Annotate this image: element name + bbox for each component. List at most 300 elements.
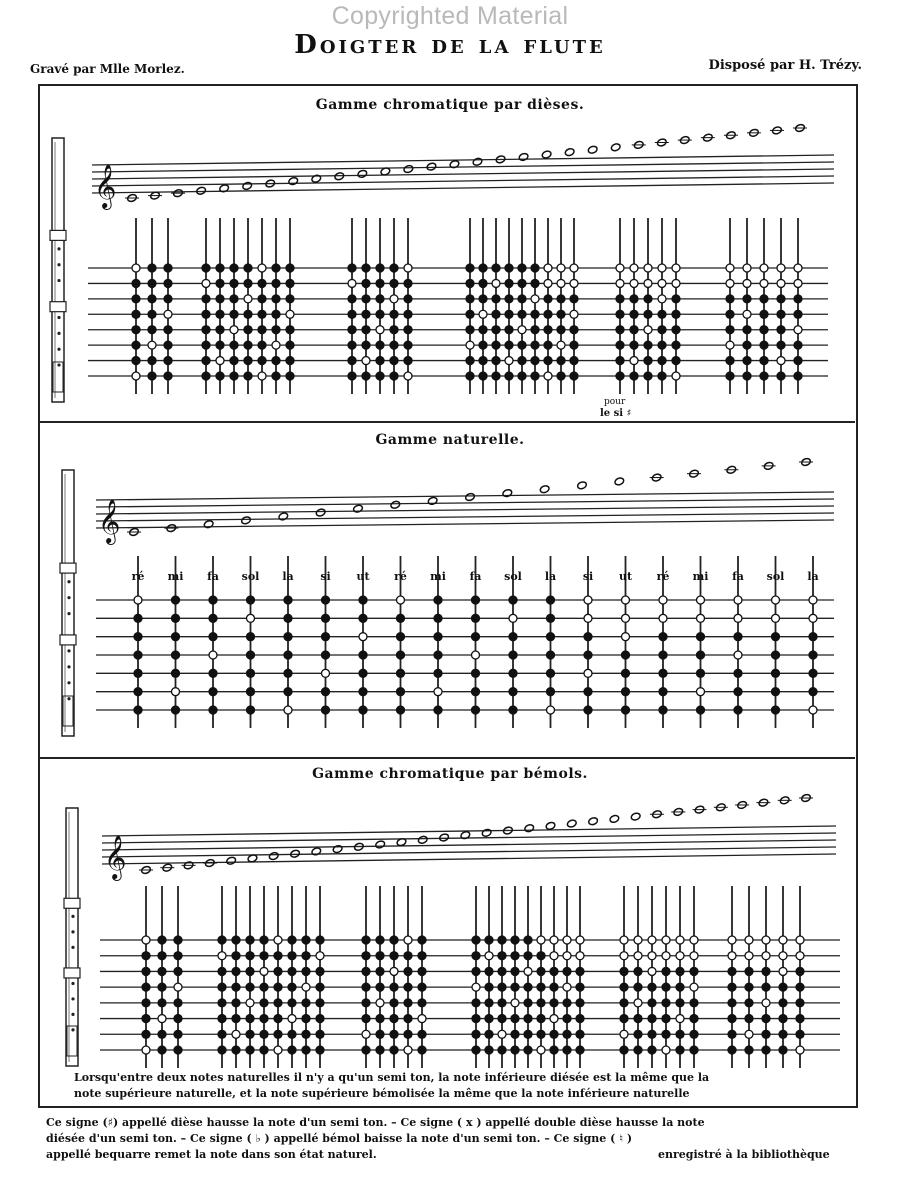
closed-hole	[260, 936, 268, 944]
closed-hole	[498, 936, 506, 944]
closed-hole	[142, 983, 150, 991]
closed-hole	[434, 633, 442, 641]
closed-hole	[472, 688, 480, 696]
closed-hole	[524, 999, 532, 1007]
legend-line-2: diésée d'un semi ton. – Ce signe ( ♭ ) appellé bémol baisse la note d'un semi ton. – Ce signe ( ♮ )	[46, 1132, 633, 1145]
closed-hole	[726, 310, 734, 318]
closed-hole	[218, 983, 226, 991]
closed-hole	[492, 295, 500, 303]
closed-hole	[485, 1030, 493, 1038]
open-hole	[498, 1030, 506, 1038]
closed-hole	[272, 279, 280, 287]
closed-hole	[576, 983, 584, 991]
closed-hole	[537, 952, 545, 960]
open-hole	[258, 264, 266, 272]
flute-joint	[60, 635, 76, 645]
closed-hole	[246, 1030, 254, 1038]
closed-hole	[472, 1015, 480, 1023]
open-hole	[743, 310, 751, 318]
closed-hole	[230, 310, 238, 318]
closed-hole	[734, 706, 742, 714]
flute-icon	[64, 808, 80, 1066]
treble-clef-icon: 𝄞	[98, 499, 121, 543]
closed-hole	[576, 1030, 584, 1038]
closed-hole	[230, 341, 238, 349]
closed-hole	[622, 651, 630, 659]
open-hole	[244, 295, 252, 303]
closed-hole	[745, 1046, 753, 1054]
note-name-label: sol	[504, 570, 522, 583]
closed-hole	[260, 983, 268, 991]
open-hole	[762, 936, 770, 944]
closed-hole	[272, 295, 280, 303]
open-hole	[760, 279, 768, 287]
closed-hole	[466, 357, 474, 365]
closed-hole	[777, 326, 785, 334]
closed-hole	[505, 372, 513, 380]
closed-hole	[779, 999, 787, 1007]
closed-hole	[158, 936, 166, 944]
closed-hole	[390, 999, 398, 1007]
music-staves	[92, 123, 836, 881]
closed-hole	[557, 372, 565, 380]
closed-hole	[132, 295, 140, 303]
closed-hole	[509, 596, 517, 604]
note-head	[390, 500, 401, 509]
closed-hole	[418, 1030, 426, 1038]
section-title-flats: Gamme chromatique par bémols.	[312, 766, 588, 782]
open-hole	[672, 372, 680, 380]
closed-hole	[390, 952, 398, 960]
closed-hole	[362, 936, 370, 944]
closed-hole	[726, 357, 734, 365]
closed-hole	[726, 372, 734, 380]
closed-hole	[772, 706, 780, 714]
closed-hole	[348, 295, 356, 303]
note-head	[610, 143, 621, 152]
closed-hole	[258, 310, 266, 318]
closed-hole	[172, 651, 180, 659]
closed-hole	[397, 706, 405, 714]
library-registration: enregistré à la bibliothèque	[658, 1148, 830, 1161]
open-hole	[362, 1030, 370, 1038]
flute-hole	[71, 946, 74, 949]
open-hole	[620, 952, 628, 960]
flute-hole	[57, 363, 60, 366]
note-head	[609, 814, 620, 823]
open-hole	[676, 1015, 684, 1023]
closed-hole	[472, 706, 480, 714]
closed-hole	[544, 295, 552, 303]
note-head	[353, 504, 364, 513]
closed-hole	[216, 310, 224, 318]
closed-hole	[472, 633, 480, 641]
closed-hole	[158, 1030, 166, 1038]
open-hole	[485, 952, 493, 960]
closed-hole	[134, 706, 142, 714]
closed-hole	[745, 967, 753, 975]
closed-hole	[286, 279, 294, 287]
open-hole	[630, 357, 638, 365]
note-head	[196, 186, 207, 195]
closed-hole	[662, 1015, 670, 1023]
open-hole	[557, 279, 565, 287]
flute-hole	[67, 649, 70, 652]
open-hole	[492, 279, 500, 287]
closed-hole	[509, 633, 517, 641]
closed-hole	[511, 983, 519, 991]
closed-hole	[616, 310, 624, 318]
closed-hole	[570, 295, 578, 303]
closed-hole	[376, 295, 384, 303]
closed-hole	[728, 983, 736, 991]
closed-hole	[216, 341, 224, 349]
closed-hole	[531, 372, 539, 380]
open-hole	[796, 936, 804, 944]
closed-hole	[509, 669, 517, 677]
open-hole	[734, 651, 742, 659]
note-head	[566, 819, 577, 828]
closed-hole	[485, 983, 493, 991]
open-hole	[659, 596, 667, 604]
closed-hole	[164, 264, 172, 272]
closed-hole	[796, 967, 804, 975]
closed-hole	[570, 372, 578, 380]
open-hole	[690, 952, 698, 960]
closed-hole	[134, 651, 142, 659]
flute-hole	[67, 612, 70, 615]
closed-hole	[158, 1046, 166, 1054]
closed-hole	[676, 983, 684, 991]
closed-hole	[209, 688, 217, 696]
open-hole	[509, 614, 517, 622]
closed-hole	[690, 999, 698, 1007]
closed-hole	[202, 310, 210, 318]
closed-hole	[404, 295, 412, 303]
closed-hole	[537, 983, 545, 991]
open-hole	[743, 264, 751, 272]
closed-hole	[697, 706, 705, 714]
closed-hole	[244, 357, 252, 365]
closed-hole	[509, 706, 517, 714]
open-hole	[288, 1015, 296, 1023]
open-hole	[531, 295, 539, 303]
closed-hole	[376, 1030, 384, 1038]
closed-hole	[760, 357, 768, 365]
closed-hole	[485, 936, 493, 944]
closed-hole	[390, 936, 398, 944]
flute-hole	[57, 316, 60, 319]
open-hole	[544, 372, 552, 380]
closed-hole	[518, 372, 526, 380]
open-hole	[505, 357, 513, 365]
legend-line-1: Ce signe (♯) appellé dièse hausse la note d'un semi ton. – Ce signe ( x ) appellé double dièse hausse la note	[46, 1116, 705, 1129]
closed-hole	[202, 326, 210, 334]
closed-hole	[272, 357, 280, 365]
note-head	[403, 164, 414, 173]
closed-hole	[622, 669, 630, 677]
closed-hole	[418, 936, 426, 944]
closed-hole	[434, 669, 442, 677]
closed-hole	[634, 983, 642, 991]
closed-hole	[418, 1046, 426, 1054]
closed-hole	[148, 310, 156, 318]
open-hole	[563, 983, 571, 991]
open-hole	[359, 633, 367, 641]
open-hole	[348, 279, 356, 287]
closed-hole	[505, 310, 513, 318]
closed-hole	[634, 1015, 642, 1023]
open-hole	[743, 279, 751, 287]
open-hole	[404, 936, 412, 944]
closed-hole	[274, 1015, 282, 1023]
closed-hole	[531, 326, 539, 334]
open-hole	[622, 596, 630, 604]
watermark: Copyrighted Material	[331, 2, 569, 30]
open-hole	[794, 264, 802, 272]
open-hole	[570, 264, 578, 272]
closed-hole	[260, 1015, 268, 1023]
closed-hole	[472, 614, 480, 622]
closed-hole	[172, 596, 180, 604]
closed-hole	[616, 341, 624, 349]
note-head	[226, 856, 237, 865]
closed-hole	[390, 357, 398, 365]
closed-hole	[302, 952, 310, 960]
closed-hole	[376, 372, 384, 380]
closed-hole	[745, 1015, 753, 1023]
open-hole	[570, 279, 578, 287]
note-head	[472, 157, 483, 166]
closed-hole	[472, 1030, 480, 1038]
closed-hole	[777, 372, 785, 380]
open-hole	[570, 310, 578, 318]
closed-hole	[634, 1030, 642, 1038]
closed-hole	[322, 596, 330, 604]
closed-hole	[164, 357, 172, 365]
note-head	[564, 148, 575, 157]
note-head	[439, 833, 450, 842]
closed-hole	[209, 633, 217, 641]
grid-sharps	[88, 218, 828, 394]
closed-hole	[485, 1015, 493, 1023]
open-hole	[634, 952, 642, 960]
flute-hole	[71, 982, 74, 985]
closed-hole	[418, 999, 426, 1007]
open-hole	[584, 614, 592, 622]
closed-hole	[158, 999, 166, 1007]
closed-hole	[779, 1046, 787, 1054]
closed-hole	[376, 279, 384, 287]
closed-hole	[492, 264, 500, 272]
closed-hole	[246, 952, 254, 960]
closed-hole	[272, 326, 280, 334]
note-head	[278, 512, 289, 521]
closed-hole	[672, 357, 680, 365]
closed-hole	[362, 983, 370, 991]
closed-hole	[728, 967, 736, 975]
open-hole	[622, 614, 630, 622]
closed-hole	[404, 1030, 412, 1038]
closed-hole	[258, 341, 266, 349]
closed-hole	[230, 295, 238, 303]
open-hole	[274, 1046, 282, 1054]
legend-line-3: appellé bequarre remet la note dans son état naturel.	[46, 1148, 377, 1161]
closed-hole	[505, 341, 513, 349]
closed-hole	[745, 999, 753, 1007]
closed-hole	[728, 1030, 736, 1038]
closed-hole	[232, 1015, 240, 1023]
closed-hole	[796, 1015, 804, 1023]
closed-hole	[511, 1046, 519, 1054]
closed-hole	[404, 357, 412, 365]
note-head	[518, 152, 529, 161]
open-hole	[616, 279, 624, 287]
annotation-le-si: le si ♯	[600, 408, 632, 419]
closed-hole	[658, 372, 666, 380]
open-hole	[620, 936, 628, 944]
closed-hole	[362, 326, 370, 334]
closed-hole	[648, 1046, 656, 1054]
closed-hole	[531, 264, 539, 272]
closed-hole	[148, 279, 156, 287]
closed-hole	[362, 279, 370, 287]
closed-hole	[244, 310, 252, 318]
closed-hole	[658, 341, 666, 349]
closed-hole	[472, 936, 480, 944]
closed-hole	[479, 372, 487, 380]
closed-hole	[648, 1015, 656, 1023]
closed-hole	[796, 999, 804, 1007]
closed-hole	[274, 999, 282, 1007]
closed-hole	[390, 279, 398, 287]
open-hole	[779, 936, 787, 944]
open-hole	[634, 999, 642, 1007]
closed-hole	[362, 967, 370, 975]
open-hole	[132, 264, 140, 272]
closed-hole	[376, 1046, 384, 1054]
closed-hole	[246, 1046, 254, 1054]
closed-hole	[809, 688, 817, 696]
open-hole	[134, 596, 142, 604]
closed-hole	[690, 1030, 698, 1038]
open-hole	[760, 264, 768, 272]
closed-hole	[544, 310, 552, 318]
open-hole	[809, 706, 817, 714]
closed-hole	[659, 633, 667, 641]
closed-hole	[418, 952, 426, 960]
closed-hole	[164, 295, 172, 303]
open-hole	[676, 952, 684, 960]
closed-hole	[390, 326, 398, 334]
open-hole	[734, 614, 742, 622]
open-hole	[218, 952, 226, 960]
closed-hole	[676, 967, 684, 975]
closed-hole	[158, 952, 166, 960]
closed-hole	[772, 669, 780, 677]
closed-hole	[390, 1030, 398, 1038]
closed-hole	[404, 983, 412, 991]
closed-hole	[472, 967, 480, 975]
closed-hole	[563, 1030, 571, 1038]
closed-hole	[662, 999, 670, 1007]
note-name-label: si	[320, 570, 331, 583]
open-hole	[662, 936, 670, 944]
open-hole	[658, 264, 666, 272]
closed-hole	[397, 669, 405, 677]
closed-hole	[216, 295, 224, 303]
closed-hole	[274, 1030, 282, 1038]
closed-hole	[630, 295, 638, 303]
open-hole	[658, 279, 666, 287]
closed-hole	[322, 633, 330, 641]
closed-hole	[142, 1030, 150, 1038]
note-head	[242, 181, 253, 190]
open-hole	[284, 706, 292, 714]
closed-hole	[498, 967, 506, 975]
flute-hole	[71, 1013, 74, 1016]
open-hole	[390, 967, 398, 975]
closed-hole	[794, 295, 802, 303]
closed-hole	[288, 967, 296, 975]
note-name-label: la	[544, 570, 557, 583]
closed-hole	[498, 999, 506, 1007]
closed-hole	[550, 967, 558, 975]
closed-hole	[142, 999, 150, 1007]
closed-hole	[288, 999, 296, 1007]
closed-hole	[286, 341, 294, 349]
open-hole	[537, 936, 545, 944]
open-hole	[472, 983, 480, 991]
closed-hole	[563, 967, 571, 975]
closed-hole	[498, 952, 506, 960]
closed-hole	[260, 1046, 268, 1054]
open-hole	[537, 1046, 545, 1054]
note-head	[524, 824, 535, 833]
open-hole	[745, 1030, 753, 1038]
closed-hole	[557, 357, 565, 365]
closed-hole	[697, 633, 705, 641]
closed-hole	[148, 326, 156, 334]
closed-hole	[648, 1030, 656, 1038]
closed-hole	[209, 596, 217, 604]
closed-hole	[302, 936, 310, 944]
open-hole	[518, 326, 526, 334]
open-hole	[672, 279, 680, 287]
closed-hole	[362, 952, 370, 960]
closed-hole	[472, 669, 480, 677]
closed-hole	[779, 1030, 787, 1038]
open-hole	[302, 983, 310, 991]
open-hole	[658, 295, 666, 303]
closed-hole	[232, 936, 240, 944]
open-hole	[230, 326, 238, 334]
closed-hole	[466, 372, 474, 380]
closed-hole	[244, 326, 252, 334]
note-name-label: ré	[394, 570, 407, 583]
open-hole	[209, 651, 217, 659]
closed-hole	[148, 372, 156, 380]
closed-hole	[672, 295, 680, 303]
open-hole	[622, 633, 630, 641]
open-hole	[620, 1030, 628, 1038]
open-hole	[697, 614, 705, 622]
closed-hole	[390, 372, 398, 380]
closed-hole	[348, 372, 356, 380]
closed-hole	[492, 341, 500, 349]
flute-body	[66, 808, 78, 1066]
closed-hole	[390, 1046, 398, 1054]
